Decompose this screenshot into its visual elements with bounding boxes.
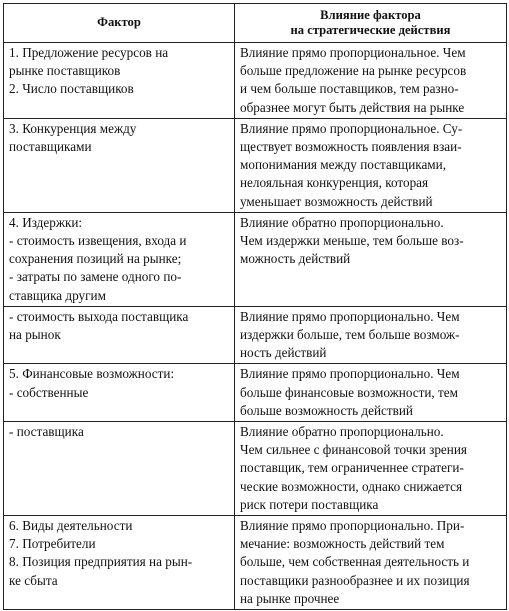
cell-line: 8. Позиция предприятия на рын- [9,554,193,570]
cell-line: больше предложение на рынке ресурсов [240,63,467,79]
cell-line: и чем больше поставщиков, тем разно- [240,81,459,97]
header-influence-line: на стратегические действия [290,23,451,37]
cell-line: на рынке прочнее [240,590,340,606]
cell-line: ность действий [240,345,327,361]
cell-line: - собственные [9,384,89,400]
table-row [4,364,507,422]
factor-cell [4,306,235,364]
cell-line: 2. Число поставщиков [9,81,134,97]
cell-line: нелояльная конкуренция, которая [240,175,429,191]
table-row [4,422,507,516]
cell-line: сохранения позиций на рынке; [9,251,182,267]
header-factor: Фактор [4,4,235,43]
cell-line: Влияние обратно пропорционально. [240,214,444,230]
cell-line: 3. Конкуренция между [9,120,137,136]
cell-line: Чем издержки меньше, тем больше воз- [240,233,464,249]
cell-line: ставщика другим [9,287,106,303]
cell-line: больше возможность действий [240,402,413,418]
factor-cell [4,422,235,516]
cell-line: Влияние прямо пропорционально. Чем [240,308,460,324]
cell-line: больше, чем собственная деятельность и [240,554,470,570]
header-influence-line: Влияние фактора [320,7,421,22]
table-row [4,118,507,212]
cell-line: Влияние прямо пропорционально. При- [240,518,465,534]
influence-cell [235,43,507,119]
cell-line: ществует возможность появления взаи- [240,139,462,155]
influence-cell [235,306,507,364]
influence-cell [235,364,507,422]
cell-line: - стоимость извещения, входа и [9,233,187,249]
cell-line: 5. Финансовые возможности: [9,366,175,382]
table-row [4,516,507,610]
cell-line: Чем сильнее с финансовой точки зрения [240,442,467,458]
table-header-row [4,4,507,43]
factor-influence-table [3,3,507,610]
header-influence [235,4,507,43]
influence-cell [235,516,507,610]
cell-line: мечание: возможность действий тем [240,536,445,552]
influence-cell [235,118,507,212]
cell-line: 6. Виды деятельности [9,518,133,534]
table-row [4,212,507,306]
cell-line: уменьшает возможность действий [240,193,433,209]
table-row [4,43,507,119]
cell-line: Влияние прямо пропорционально. Чем [240,366,460,382]
cell-line: образнее могут быть действия на рынке [240,99,465,115]
factor-cell [4,516,235,610]
cell-line: ческие возможности, однако снижается [240,478,463,494]
cell-line: Влияние прямо пропорциональное. Чем [240,45,466,60]
cell-line: издержки больше, тем больше возмож- [240,327,460,343]
factor-cell [4,212,235,306]
cell-line: Влияние прямо пропорциональное. Су- [240,120,463,136]
cell-line: - затраты по замене одного по- [9,269,182,285]
cell-line: 4. Издержки: [9,214,83,230]
cell-line: больше финансовые возможности, тем [240,384,458,400]
factor-cell [4,43,235,119]
cell-line: рынке поставщиков [9,63,121,79]
cell-line: поставщиками [9,139,92,155]
cell-line: 1. Предложение ресурсов на [9,45,169,60]
cell-line: 7. Потребители [9,536,96,552]
table-row [4,306,507,364]
influence-cell [235,212,507,306]
cell-line: - поставщика [9,424,84,440]
cell-line: ке сбыта [9,572,58,588]
cell-line: поставщик, тем ограниченнее стратеги- [240,460,464,476]
cell-line: на рынок [9,327,61,343]
cell-line: поставщики разнообразнее и их позиция [240,572,470,588]
cell-line: мопонимания между поставщиками, [240,157,447,173]
factor-cell [4,364,235,422]
factor-cell [4,118,235,212]
cell-line: можность действий [240,251,351,267]
cell-line: - стоимость выхода поставщика [9,308,189,324]
influence-cell [235,422,507,516]
cell-line: Влияние обратно пропорционально. [240,424,444,440]
cell-line: риск потери поставщика [240,496,379,512]
